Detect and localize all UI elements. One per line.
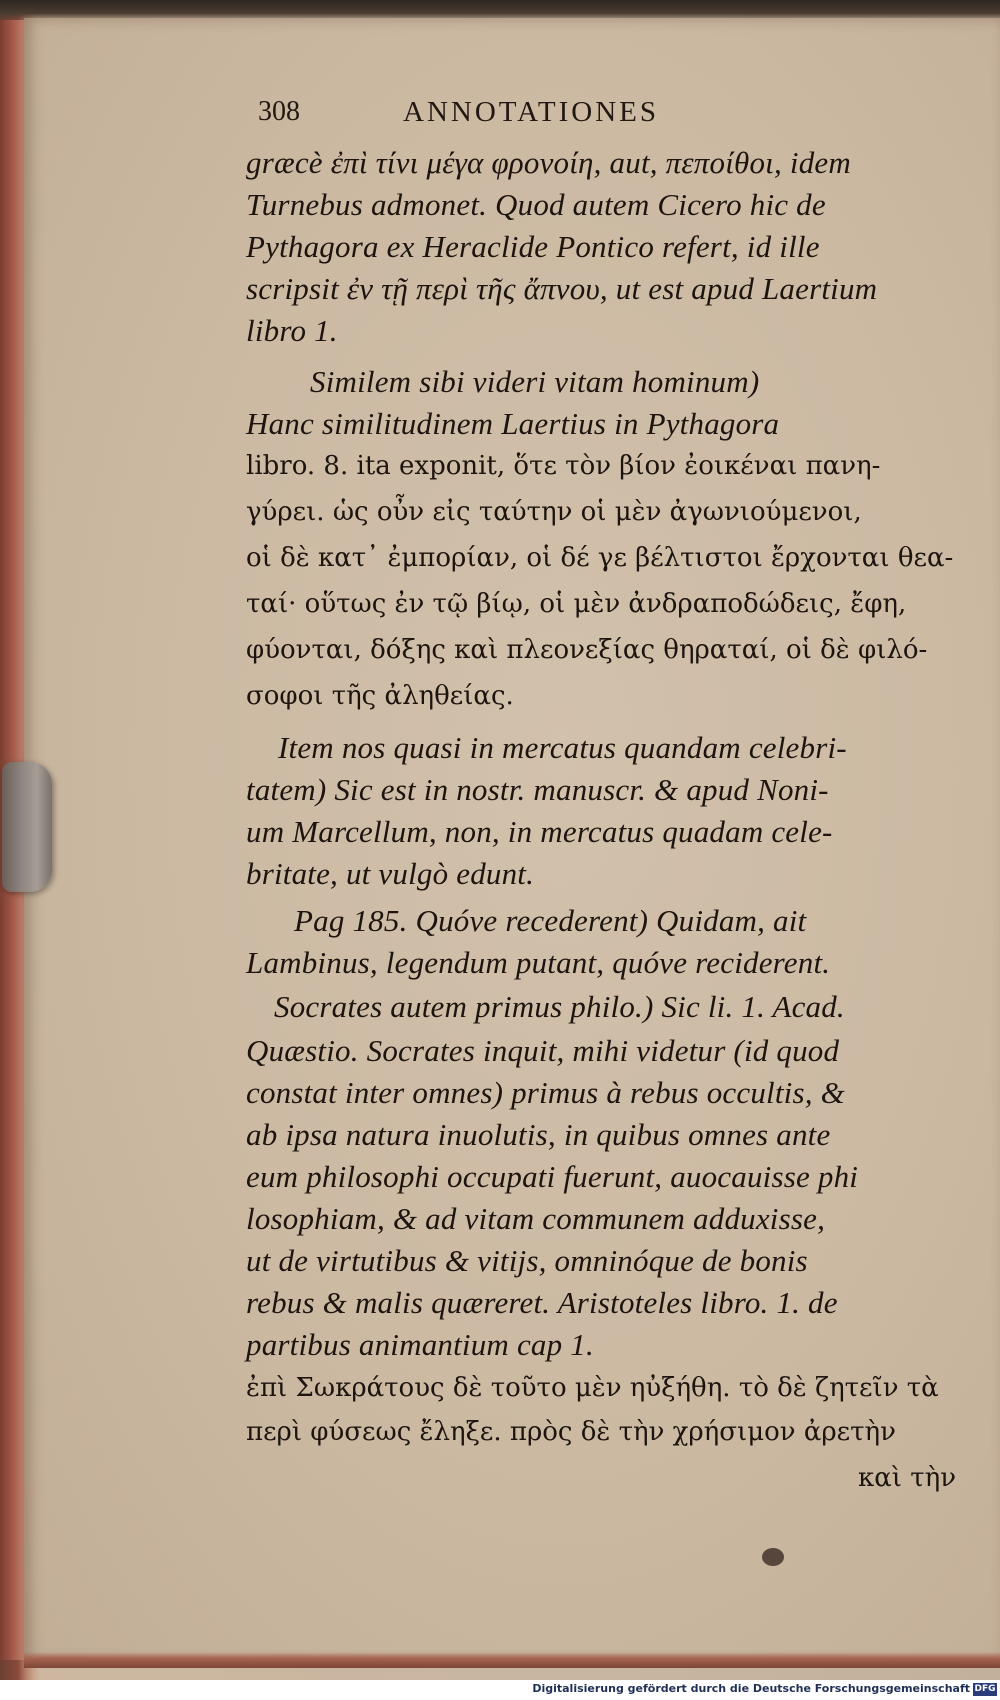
text-line: Similem sibi videri vitam hominum)	[310, 364, 760, 399]
greek-text-line: σοφοι τῆς ἀληθείας.	[246, 681, 514, 711]
text-line: Pythagora ex Heraclide Pontico refert, id ille	[246, 229, 820, 264]
greek-text-line: οἱ δὲ κατ᾽ ἐμπορίαν, οἱ δέ γε βέλτιστοι ἔρχονται θεα-	[246, 543, 954, 573]
text-line: losophiam, & ad vitam communem adduxisse,	[246, 1201, 826, 1236]
greek-text-line: περὶ φύσεως ἔληξε. πρὸς δὲ τὴν χρήσιμον ἀρετὴν	[246, 1417, 896, 1447]
text-line: Hanc similitudinem Laertius in Pythagora	[246, 406, 780, 441]
text-line: partibus animantium cap 1.	[246, 1327, 594, 1362]
running-title: ANNOTATIONES	[403, 96, 659, 128]
text-line: ab ipsa natura inuolutis, in quibus omnes ante	[246, 1117, 831, 1152]
text-line: constat inter omnes) primus à rebus occultis, &	[246, 1075, 845, 1110]
greek-text-line: ταί· οὕτως ἐν τῷ βίῳ, οἱ μὲν ἀνδραποδώδεις, ἔφη,	[246, 589, 907, 619]
text-line: Quæstio. Socrates inquit, mihi videtur (id quod	[246, 1033, 840, 1068]
greek-text-line: libro. 8. ita exponit, ὅτε τὸν βίον ἐοικέναι πανη-	[246, 451, 881, 481]
running-head	[258, 96, 838, 136]
greek-text-line: φύονται, δόξης καὶ πλεονεξίας θηραταί, οἱ δὲ φιλό-	[246, 635, 928, 665]
page-number: 308	[258, 96, 300, 127]
text-line: libro 1.	[246, 313, 338, 348]
text-line: Lambinus, legendum putant, quóve reciderent.	[246, 945, 831, 980]
text-line: Socrates autem primus philo.) Sic li. 1. Acad.	[274, 989, 845, 1024]
ink-spot	[762, 1548, 784, 1566]
digitization-credit: Digitalisierung gefördert durch die Deutsche Forschungsgemeinschaft	[532, 1682, 970, 1695]
text-line: scripsit ἐν τῇ περὶ τῆς ἄπνου, ut est apud Laertium	[246, 271, 878, 306]
annotation-text-block	[246, 145, 957, 1605]
dfg-logo: DFG	[974, 1684, 996, 1694]
bookmark-tab	[2, 762, 52, 892]
greek-text-line: γύρει. ὡς οὖν εἰς ταύτην οἱ μὲν ἀγωνιούμενοι,	[246, 497, 862, 527]
catchword: καὶ τὴν	[858, 1463, 957, 1493]
text-line: Pag 185. Quóve recederent) Quidam, ait	[294, 903, 807, 938]
page-bottom-edge	[24, 1652, 1000, 1668]
text-line: rebus & malis quæreret. Aristoteles libro. 1. de	[246, 1285, 838, 1320]
text-line: Turnebus admonet. Quod autem Cicero hic de	[246, 187, 826, 222]
text-line: græcè ἐπὶ τίνι μέγα φρονοίη, aut, πεποίθοι, idem	[246, 145, 851, 180]
text-line: ut de virtutibus & vitijs, omninóque de bonis	[246, 1243, 808, 1278]
footer-strip	[0, 1680, 1000, 1700]
greek-text-line: ἐπὶ Σωκράτους δὲ τοῦτο μὲν ηὐξήθη. τὸ δὲ ζητεῖν τὰ	[246, 1373, 939, 1403]
text-line: britate, ut vulgò edunt.	[246, 856, 535, 891]
text-line: tatem) Sic est in nostr. manuscr. & apud Noni-	[246, 772, 829, 807]
text-line: um Marcellum, non, in mercatus quadam cele-	[246, 814, 833, 849]
text-line: Item nos quasi in mercatus quandam celebri-	[278, 730, 847, 765]
text-line: eum philosophi occupati fuerunt, auocauisse phi	[246, 1159, 859, 1194]
